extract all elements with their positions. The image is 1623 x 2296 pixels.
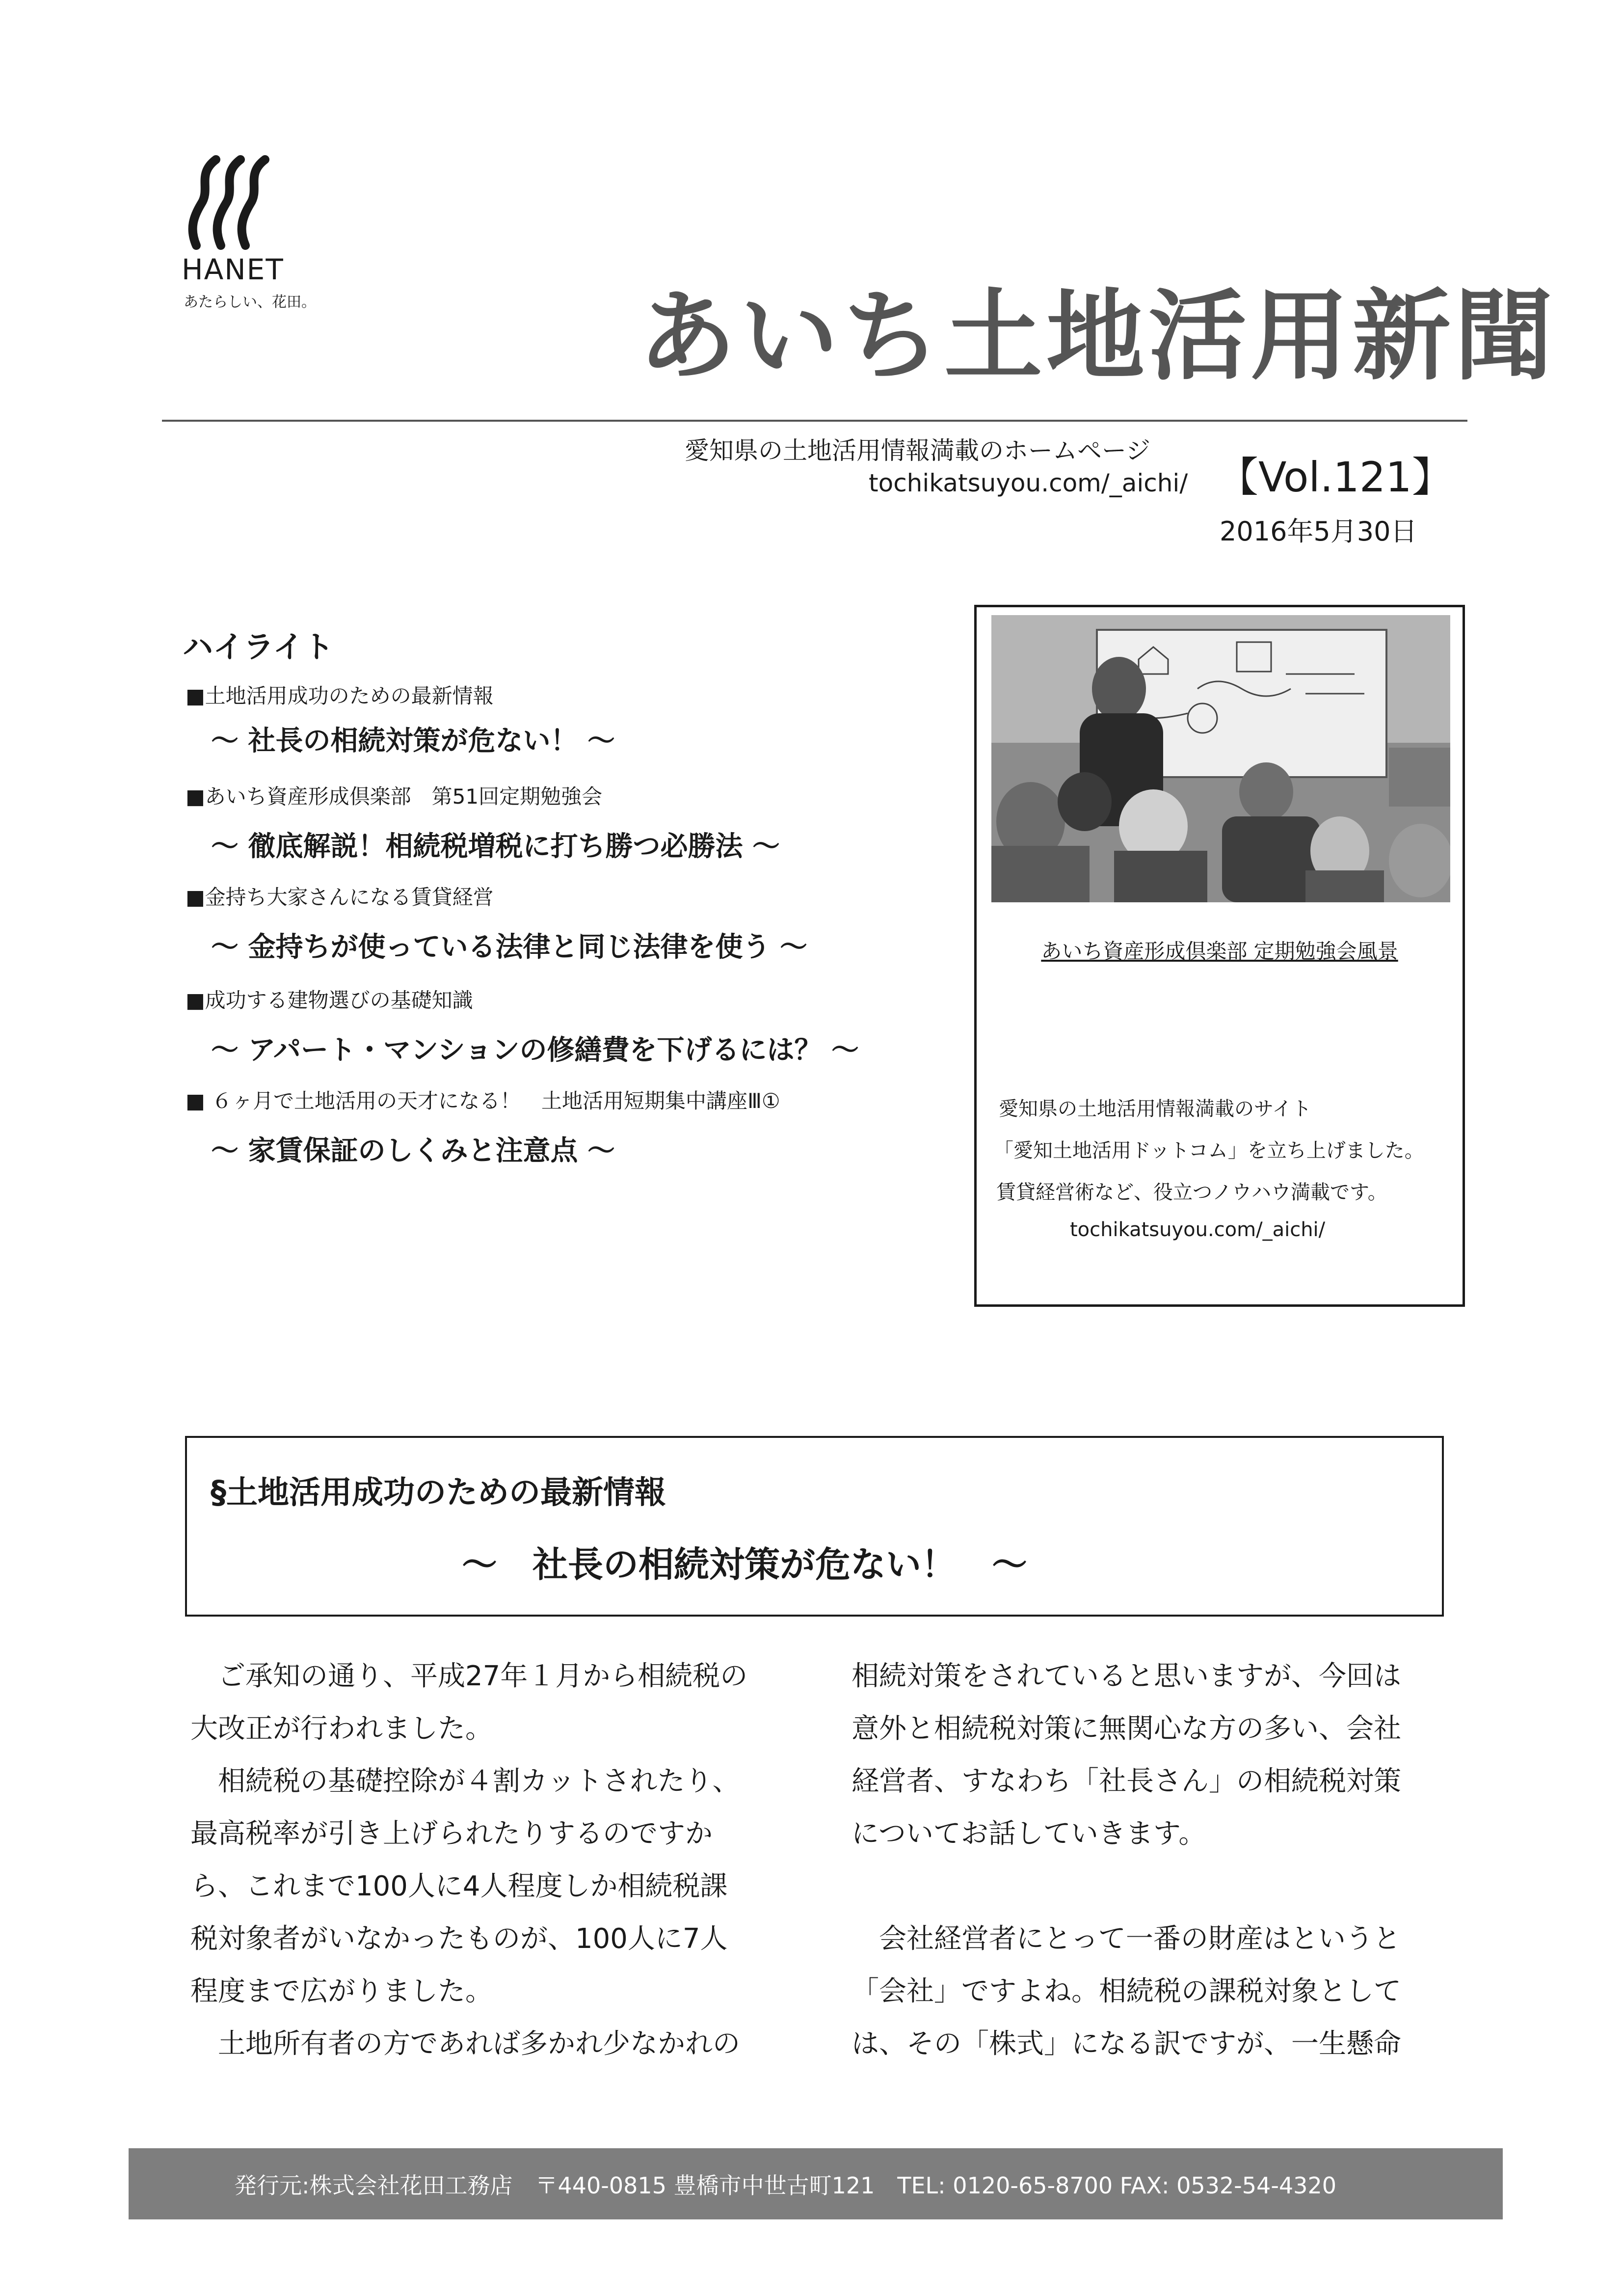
highlight-category: ■土地活用成功のための最新情報 (186, 684, 494, 708)
publisher-footer (129, 2148, 1503, 2219)
body-text-line: 相続対策をされていると思いますが、今回は (851, 1660, 1401, 1692)
masthead-divider (162, 420, 1467, 422)
highlight-category: ■成功する建物選びの基礎知識 (186, 988, 473, 1012)
photo-box (974, 605, 1465, 1307)
photo-caption: あいち資産形成倶楽部 定期勉強会風景 (1041, 939, 1398, 963)
volume-number: 【Vol.121】 (1217, 453, 1453, 501)
logo-brand: HANET (182, 253, 284, 286)
company-logo (162, 155, 316, 331)
highlight-headline: ～ 社長の相続対策が危ない！ ～ (211, 725, 615, 757)
body-text-line: 最高税率が引き上げられたりするのですか (190, 1818, 713, 1850)
study-session-photo (991, 615, 1450, 902)
body-text-line: 「会社」ですよね。相続税の課税対象として (851, 1975, 1401, 2007)
body-text-line: 税対象者がいなかったものが、100人に7人 (190, 1923, 728, 1955)
highlight-category: ■ ６ヶ月で土地活用の天才になる！ 土地活用短期集中講座Ⅲ① (186, 1089, 780, 1113)
site-promo-line: 「愛知土地活用ドットコム」を立ち上げました。 (994, 1139, 1424, 1162)
section-headline: ～ 社長の相続対策が危ない！ ～ (462, 1544, 1028, 1585)
body-text-line: 相続税の基礎控除が４割カットされたり、 (190, 1765, 740, 1797)
issue-date: 2016年5月30日 (1220, 516, 1417, 547)
body-text-line: についてお話していきます。 (851, 1818, 1206, 1850)
body-text-line: は、その「株式」になる訳ですが、一生懸命 (851, 2028, 1401, 2060)
highlight-headline: ～ アパート・マンションの修繕費を下げるには？ ～ (211, 1034, 859, 1066)
highlight-category: ■金持ち大家さんになる賃貸経営 (186, 885, 494, 909)
highlight-headline: ～ 金持ちが使っている法律と同じ法律を使う ～ (211, 931, 807, 963)
site-promo-line: 愛知県の土地活用情報満載のサイト (999, 1098, 1312, 1120)
logo-tagline: あたらしい、花田。 (184, 294, 316, 311)
body-text-line: ご承知の通り、平成27年１月から相続税の (190, 1660, 748, 1692)
highlight-category: ■あいち資産形成倶楽部 第51回定期勉強会 (186, 784, 603, 809)
photo-illustration (991, 615, 1450, 902)
body-text-line: 意外と相続税対策に無関心な方の多い、会社 (851, 1713, 1401, 1745)
homepage-url[interactable]: tochikatsuyou.com/_aichi/ (869, 469, 1188, 497)
site-promo-url[interactable]: tochikatsuyou.com/_aichi/ (1070, 1218, 1326, 1241)
logo-mark-icon (182, 155, 290, 255)
body-text-line: ら、これまで100人に4人程度しか相続税課 (190, 1870, 728, 1902)
body-text-line: 大改正が行われました。 (190, 1713, 493, 1745)
body-text-line: 土地所有者の方であれば多かれ少なかれの (190, 2028, 740, 2060)
newspaper-title: あいち土地活用新聞 (638, 279, 1557, 394)
body-text-line: 会社経営者にとって一番の財産はというと (851, 1923, 1401, 1955)
section-label: §土地活用成功のための最新情報 (211, 1475, 666, 1511)
highlight-headline: ～ 徹底解説！相続税増税に打ち勝つ必勝法 ～ (211, 831, 780, 863)
homepage-description: 愛知県の土地活用情報満載のホームページ (685, 436, 1150, 465)
publisher-info: 発行元:株式会社花田工務店 〒440-0815 豊橋市中世古町121 TEL: 0120-65-8700 FAX: 0532-54-4320 (234, 2172, 1336, 2199)
site-promo-line: 賃貸経営術など、役立つノウハウ満載です。 (996, 1181, 1387, 1204)
highlight-headline: ～ 家賃保証のしくみと注意点 ～ (211, 1135, 615, 1167)
body-text-line: 程度まで広がりました。 (190, 1975, 493, 2007)
highlights-title: ハイライト (183, 629, 334, 665)
section-header-box (185, 1436, 1444, 1617)
body-text-line: 経営者、すなわち「社長さん」の相続税対策 (851, 1765, 1401, 1797)
